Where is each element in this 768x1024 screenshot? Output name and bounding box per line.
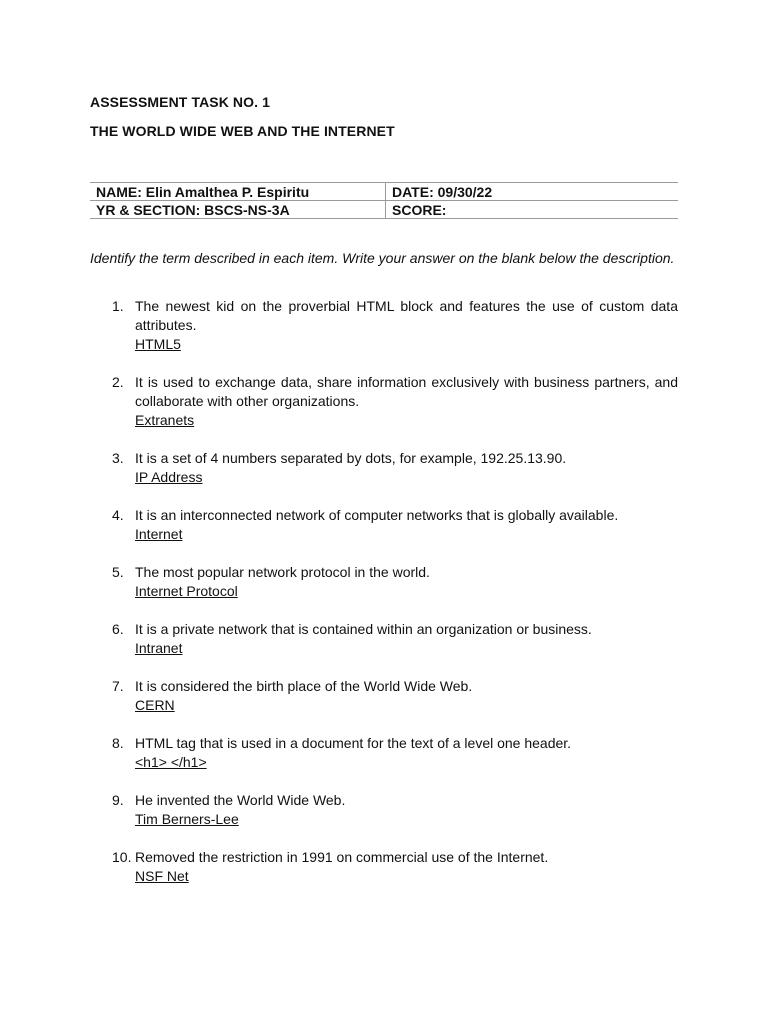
- question-text: It is a private network that is contained within an organization or business.: [135, 621, 592, 637]
- assessment-title: ASSESSMENT TASK NO. 1: [90, 94, 270, 110]
- date-cell: DATE: 09/30/22: [386, 183, 679, 201]
- question-item: [90, 373, 678, 430]
- answer-text: Internet Protocol: [135, 583, 238, 599]
- question-number: 1.: [112, 298, 124, 314]
- answer-text: HTML5: [135, 336, 181, 352]
- question-number: 9.: [112, 792, 124, 808]
- answer-text: IP Address: [135, 469, 203, 485]
- answer-text: NSF Net: [135, 868, 189, 884]
- instructions-text: Identify the term described in each item. Write your answer on the blank below the description.: [90, 250, 675, 266]
- section-cell: YR & SECTION: BSCS-NS-3A: [90, 201, 386, 219]
- question-item: [90, 449, 678, 487]
- question-item: [90, 848, 678, 886]
- question-text: It is used to exchange data, share information exclusively with business partners, and collaborate with other organizations.: [135, 374, 678, 409]
- answer-text: CERN: [135, 697, 175, 713]
- question-text: HTML tag that is used in a document for the text of a level one header.: [135, 735, 572, 751]
- answer-text: <h1> </h1>: [135, 754, 207, 770]
- question-list: [90, 297, 678, 905]
- question-number: 5.: [112, 564, 124, 580]
- question-item: [90, 677, 678, 715]
- question-text: It is an interconnected network of computer networks that is globally available.: [135, 507, 619, 523]
- question-item: [90, 563, 678, 601]
- topic-title: THE WORLD WIDE WEB AND THE INTERNET: [90, 123, 395, 139]
- info-row-section-score: [90, 201, 678, 219]
- question-text: Removed the restriction in 1991 on commercial use of the Internet.: [135, 849, 549, 865]
- question-number: 7.: [112, 678, 124, 694]
- answer-text: Intranet: [135, 640, 183, 656]
- answer-text: Internet: [135, 526, 183, 542]
- question-item: [90, 734, 678, 772]
- question-item: [90, 297, 678, 354]
- question-item: [90, 506, 678, 544]
- answer-text: Extranets: [135, 412, 195, 428]
- info-row-name-date: [90, 183, 678, 201]
- question-text: He invented the World Wide Web.: [135, 792, 346, 808]
- question-text: The most popular network protocol in the world.: [135, 564, 430, 580]
- score-cell: SCORE:: [386, 201, 679, 219]
- question-item: [90, 791, 678, 829]
- question-number: 8.: [112, 735, 124, 751]
- answer-text: Tim Berners-Lee: [135, 811, 239, 827]
- name-cell: NAME: Elin Amalthea P. Espiritu: [90, 183, 386, 201]
- question-text: It is considered the birth place of the World Wide Web.: [135, 678, 473, 694]
- question-text: It is a set of 4 numbers separated by dots, for example, 192.25.13.90.: [135, 450, 567, 466]
- question-number: 10.: [112, 849, 132, 865]
- question-text: The newest kid on the proverbial HTML block and features the use of custom data attributes.: [135, 298, 678, 333]
- question-item: [90, 620, 678, 658]
- question-number: 4.: [112, 507, 124, 523]
- question-number: 2.: [112, 374, 124, 390]
- question-number: 3.: [112, 450, 124, 466]
- student-info-table: [90, 182, 678, 219]
- question-number: 6.: [112, 621, 124, 637]
